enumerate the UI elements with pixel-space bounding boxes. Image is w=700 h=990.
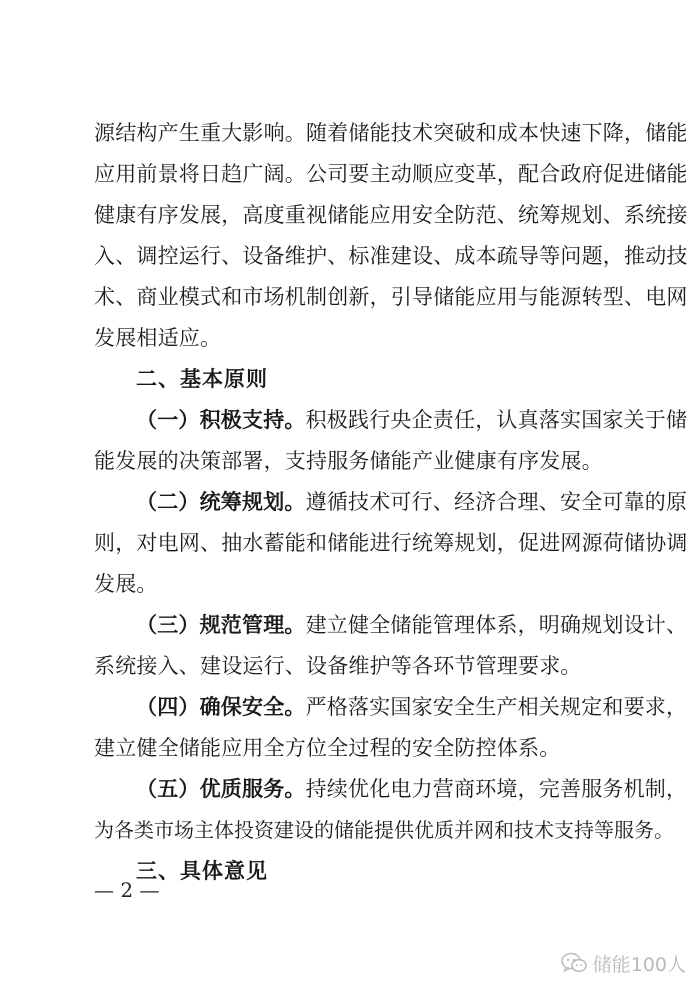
- paragraph-line: 能发展的决策部署，支持服务储能产业健康有序发展。: [94, 449, 603, 473]
- principle-text: 建立健全储能管理体系，明确规划设计、: [305, 613, 688, 637]
- principle-title: （四）确保安全。: [136, 694, 306, 719]
- principle-text: 积极践行央企责任，认真落实国家关于储: [305, 408, 688, 432]
- paragraph-line: 为各类市场主体投资建设的储能提供优质并网和技术支持等服务。: [94, 818, 674, 842]
- paragraph-line: 应用前景将日趋广阔。公司要主动顺应变革，配合政府促进储能: [94, 162, 688, 186]
- principle-line: [136, 690, 688, 724]
- paragraph-line: 术、商业模式和市场机制创新，引导储能应用与能源转型、电网: [94, 285, 688, 309]
- paragraph-line: 建立健全储能应用全方位全过程的安全防控体系。: [94, 736, 561, 760]
- principle-title: （二）统筹规划。: [136, 489, 306, 514]
- page-number: — 2 —: [94, 878, 160, 902]
- watermark-text: 储能100人: [592, 953, 686, 976]
- paragraph-line: 发展相适应。: [94, 326, 222, 350]
- section-heading-opinions: 三、具体意见: [136, 859, 268, 883]
- paragraph-line: 健康有序发展，高度重视储能应用安全防范、统筹规划、系统接: [94, 203, 688, 227]
- wechat-icon: [561, 952, 587, 974]
- principle-line: [136, 608, 688, 642]
- section-heading-principles: 二、基本原则: [136, 367, 268, 391]
- watermark: [561, 948, 686, 978]
- principle-title: （一）积极支持。: [136, 407, 306, 432]
- principle-text: 严格落实国家安全生产相关规定和要求，: [305, 695, 688, 719]
- principle-line: [136, 772, 688, 806]
- principle-title: （三）规范管理。: [136, 612, 306, 637]
- paragraph-line: 则，对电网、抽水蓄能和储能进行统筹规划，促进网源荷储协调: [94, 531, 688, 555]
- principle-line: [136, 485, 688, 519]
- paragraph-line: 系统接入、建设运行、设备维护等各环节管理要求。: [94, 654, 582, 678]
- principle-text: 遵循技术可行、经济合理、安全可靠的原: [305, 490, 688, 514]
- paragraph-line: 入、调控运行、设备维护、标准建设、成本疏导等问题，推动技: [94, 244, 688, 268]
- principle-title: （五）优质服务。: [136, 776, 306, 801]
- principle-text: 持续优化电力营商环境，完善服务机制，: [305, 777, 688, 801]
- paragraph-line: 发展。: [94, 572, 158, 596]
- principle-line: [136, 403, 688, 437]
- paragraph-line: 源结构产生重大影响。随着储能技术突破和成本快速下降，储能: [94, 121, 688, 145]
